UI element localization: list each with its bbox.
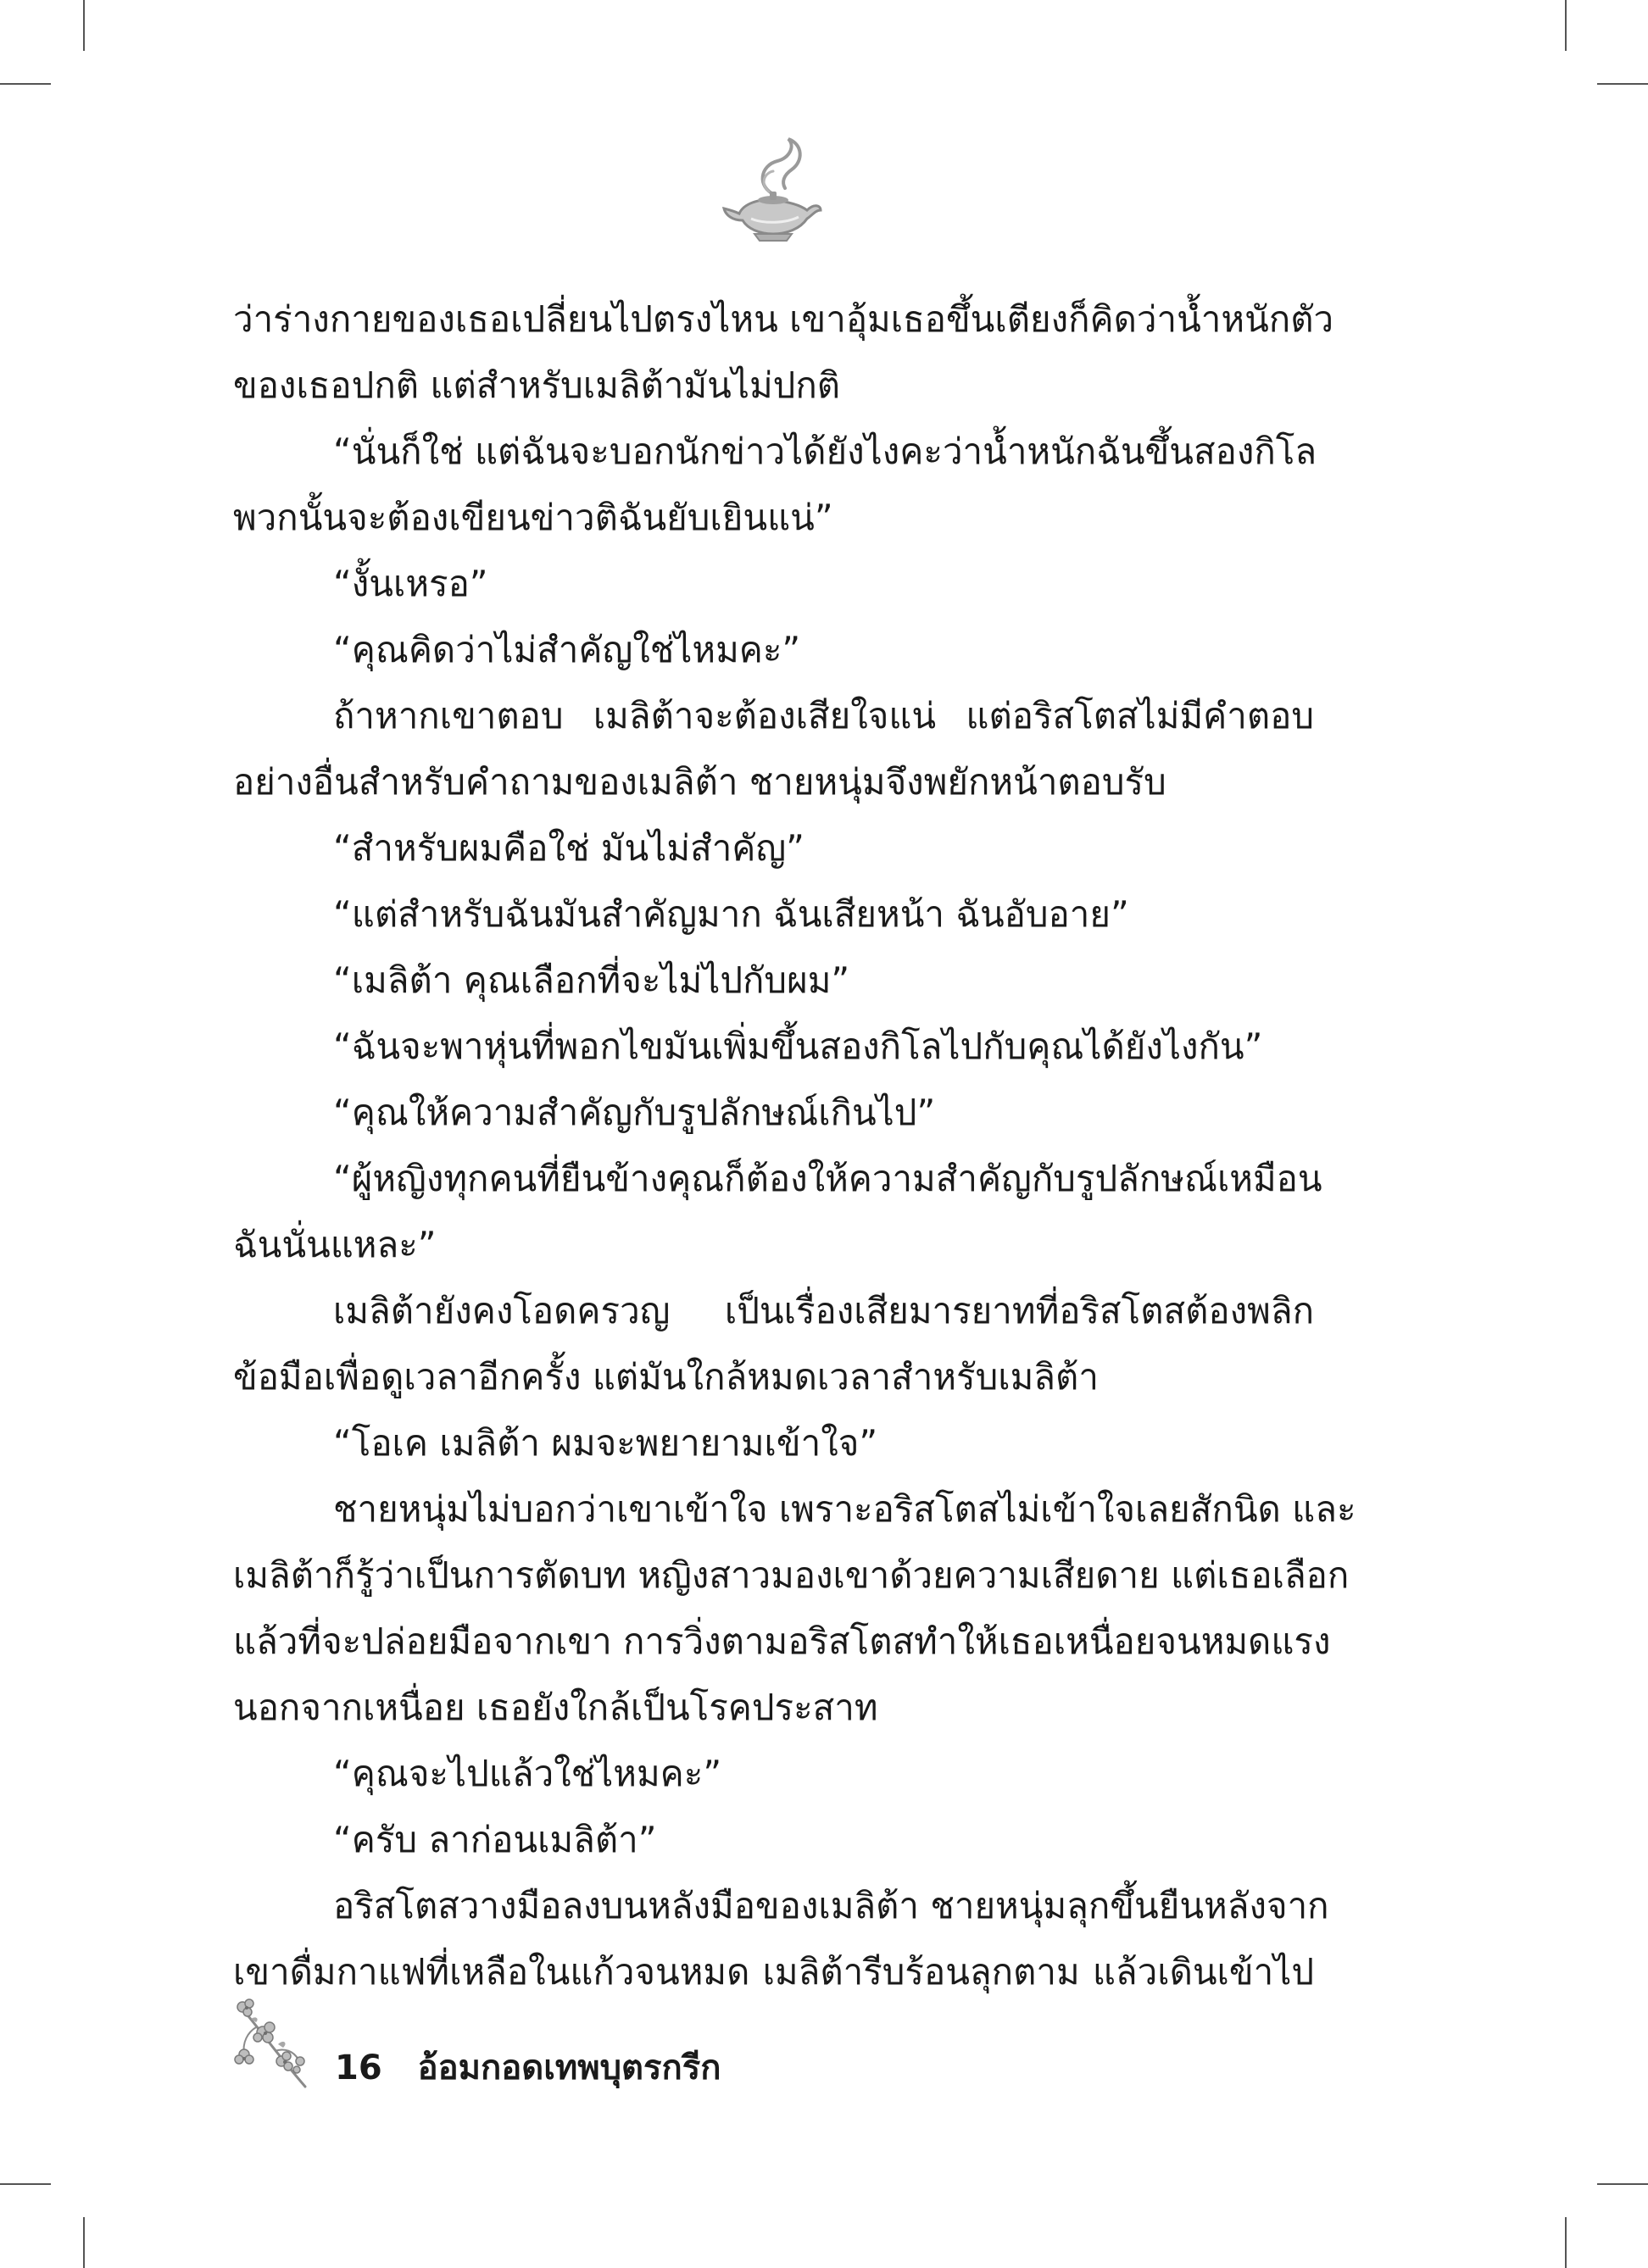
paragraph-line: “ผู้หญิงทุกคนที่ยืนข้างคุณก็ต้องให้ความสำคัญกับรูปลักษณ์เหมือน <box>333 1158 1322 1199</box>
paragraph-line: เขาดื่มกาแฟที่เหลือในแก้วจนหมด เมลิต้ารีบร้อนลุกตาม แล้วเดินเข้าไป <box>233 1951 1314 1993</box>
paragraph-line: อย่างอื่นสำหรับคำถามของเมลิต้า ชายหนุ่มจึงพยักหน้าตอบรับ <box>233 761 1166 803</box>
paragraph-line: “คุณให้ความสำคัญกับรูปลักษณ์เกินไป” <box>333 1092 936 1133</box>
paragraph-line: ข้อมือเพื่อดูเวลาอีกครั้ง แต่มันใกล้หมดเวลาสำหรับเมลิต้า <box>233 1356 1099 1398</box>
paragraph-line: ว่าร่างกายของเธอเปลี่ยนไปตรงไหน เขาอุ้มเธอขึ้นเตียงก็คิดว่าน้ำหนักตัว <box>233 298 1334 340</box>
paragraph-line: “งั้นเหรอ” <box>333 563 488 604</box>
paragraph-line: “โอเค เมลิต้า ผมจะพยายามเข้าใจ” <box>333 1422 878 1464</box>
paragraph-line: ถ้าหากเขาตอบ เมลิต้าจะต้องเสียใจแน่ แต่อริสโตสไม่มีคำตอบ <box>333 695 1314 737</box>
lamp-ornament-icon <box>722 136 824 246</box>
book-title: อ้อมกอดเทพบุตรกรีก <box>417 2048 721 2087</box>
paragraph-line: “ฉันจะพาหุ่นที่พอกไขมันเพิ่มขึ้นสองกิโลไปกับคุณได้ยังไงกัน” <box>333 1026 1263 1067</box>
paragraph-line: ชายหนุ่มไม่บอกว่าเขาเข้าใจ เพราะอริสโตสไม่เข้าใจเลยสักนิด และ <box>333 1488 1356 1530</box>
crop-mark <box>1597 83 1648 85</box>
paragraph-line: “ครับ ลาก่อนเมลิต้า” <box>333 1819 657 1860</box>
paragraph-line: ฉันนั่นแหละ” <box>233 1224 437 1265</box>
crop-mark <box>83 0 85 51</box>
paragraph-line: “สำหรับผมคือใช่ มันไม่สำคัญ” <box>333 827 805 869</box>
crop-mark <box>0 83 51 85</box>
body-text <box>233 286 1356 2005</box>
paragraph-line: เมลิต้ายังคงโอดครวญ เป็นเรื่องเสียมารยาทที่อริสโตสต้องพลิก <box>333 1290 1314 1331</box>
paragraph-line: “คุณคิดว่าไม่สำคัญใช่ไหมคะ” <box>333 629 801 670</box>
page-number: 16 <box>335 2048 382 2087</box>
paragraph-line: พวกนั้นจะต้องเขียนข่าวติฉันยับเยินแน่” <box>233 497 833 538</box>
paragraph-line: “นั่นก็ใช่ แต่ฉันจะบอกนักข่าวได้ยังไงคะว่าน้ำหนักฉันขึ้นสองกิโล <box>333 431 1317 472</box>
crop-mark <box>1597 2183 1648 2185</box>
crop-mark <box>1565 0 1567 51</box>
paragraph-line: เมลิต้าก็รู้ว่าเป็นการตัดบท หญิงสาวมองเขาด้วยความเสียดาย แต่เธอเลือก <box>233 1554 1350 1596</box>
paragraph-line: “เมลิต้า คุณเลือกที่จะไม่ไปกับผม” <box>333 959 850 1001</box>
paragraph-line: แล้วที่จะปล่อยมือจากเขา การวิ่งตามอริสโตสทำให้เธอเหนื่อยจนหมดแรง <box>233 1620 1331 1662</box>
crop-mark <box>0 2183 51 2185</box>
flower-branch-icon <box>231 1998 312 2092</box>
crop-mark <box>1565 2217 1567 2268</box>
paragraph-line: อริสโตสวางมือลงบนหลังมือของเมลิต้า ชายหนุ่มลุกขึ้นยืนหลังจาก <box>333 1885 1329 1926</box>
paragraph-line: ของเธอปกติ แต่สำหรับเมลิต้ามันไม่ปกติ <box>233 364 841 406</box>
paragraph-line: นอกจากเหนื่อย เธอยังใกล้เป็นโรคประสาท <box>233 1687 878 1728</box>
page-footer <box>335 2043 721 2093</box>
paragraph-line: “คุณจะไปแล้วใช่ไหมคะ” <box>333 1753 722 1794</box>
crop-mark <box>83 2217 85 2268</box>
paragraph-line: “แต่สำหรับฉันมันสำคัญมาก ฉันเสียหน้า ฉันอับอาย” <box>333 893 1129 935</box>
